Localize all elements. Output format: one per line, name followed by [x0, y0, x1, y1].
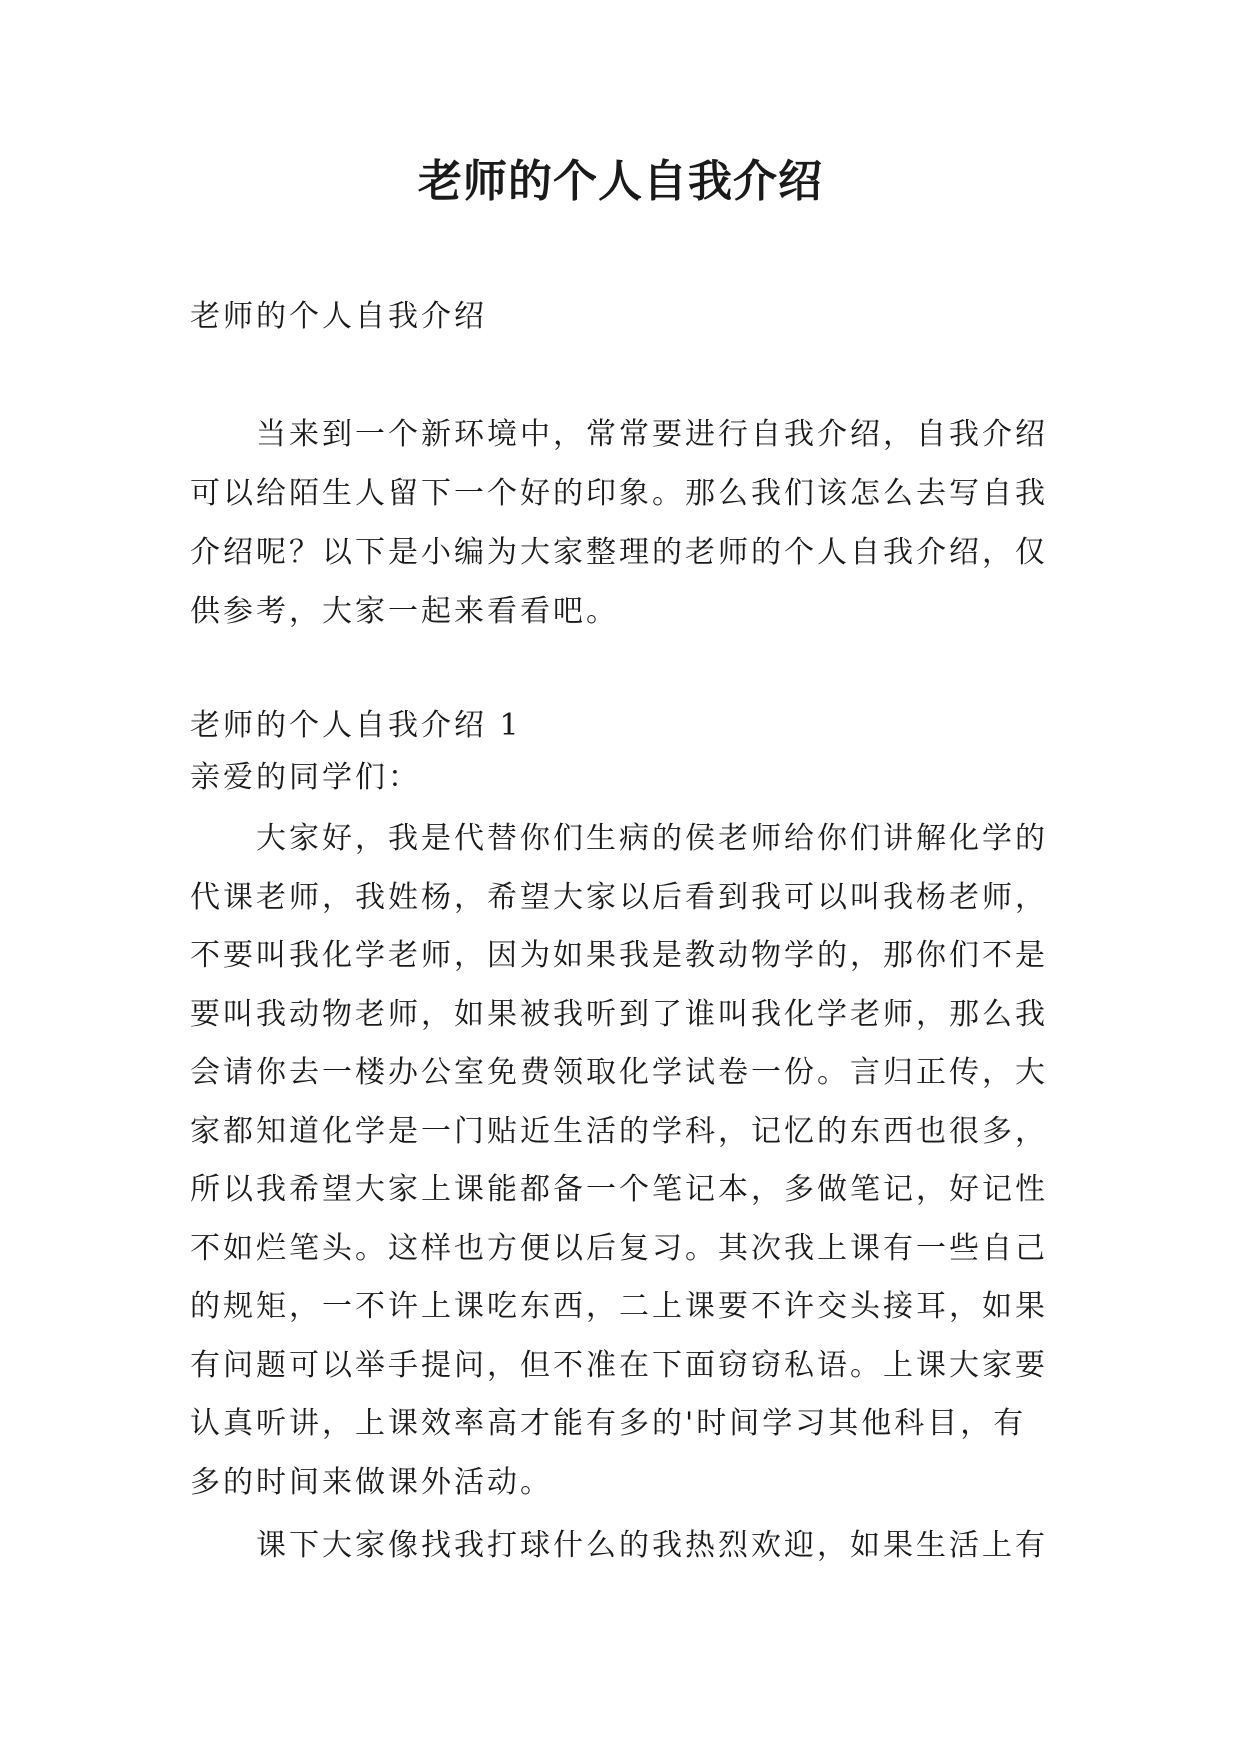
body-paragraph: 课下大家像找我打球什么的我热烈欢迎，如果生活上有 [256, 1528, 1048, 1563]
section-1-header [190, 700, 1050, 804]
section-heading: 老师的个人自我介绍 1 [190, 708, 522, 743]
page-title: 老师的个人自我介绍 [418, 156, 823, 207]
intro-paragraph: 当来到一个新环境中，常常要进行自我介绍，自我介绍可以给陌生人留下一个好的印象。那么我们该怎么去写自我介绍呢？以下是小编为大家整理的老师的个人自我介绍，仅供参考，大家一起来看看吧。 [190, 417, 1048, 629]
greeting-line: 亲爱的同学们： [190, 760, 421, 795]
document-subtitle: 老师的个人自我介绍 [190, 299, 487, 334]
body-paragraph: 大家好，我是代替你们生病的侯老师给你们讲解化学的代课老师，我姓杨，希望大家以后看到我可以叫我杨老师，不要叫我化学老师，因为如果我是教动物学的，那你们不是要叫我动物老师，如果被我听到了谁叫我化学老师，那么我会请你去一楼办公室免费领取化学试卷一份。言归正传，大家都知道化学是一门贴近生活的学科，记忆的东西也很多，所以我希望大家上课能都备一个笔记本，多做笔记，好记性不如烂笔头。这样也方便以后复习。其次我上课有一些自己的规矩，一不许上课吃东西，二上课要不许交头接耳，如果有问题可以举手提问，但不准在下面窃窃私语。上课大家要认真听讲，上课效率高才能有多的'时间学习其他科目，有多的时间来做课外活动。 [190, 821, 1048, 1500]
